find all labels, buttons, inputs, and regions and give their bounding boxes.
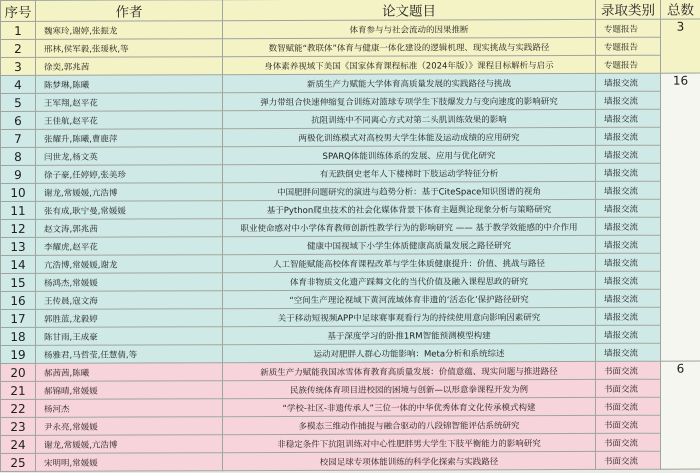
row-authors: 赵文涛,郭兆茜	[36, 219, 223, 238]
row-number: 8	[1, 147, 36, 165]
row-category: 墙报交流	[596, 325, 661, 343]
row-title: 体育非物质文化遗产踩舞文化的当代价值及融入课程思政的研究	[223, 271, 596, 290]
header-total: 总数	[661, 0, 700, 19]
row-number: 23	[1, 417, 36, 435]
row-title: SPARQ体能训练体系的发展、应用与优化研究	[223, 145, 596, 164]
row-title: “学校-社区-非遗传承人”三位一体的中华优秀体育文化传承模式构建	[223, 397, 596, 416]
row-number: 3	[1, 57, 36, 75]
row-number: 25	[1, 453, 36, 471]
row-title: 身体素养视域下美国《国家体育课程标准（2024年版）》课程目标解析与启示	[223, 55, 596, 74]
row-authors: 陈梦琳,陈曦	[36, 75, 223, 94]
row-category: 专题报告	[596, 19, 661, 37]
row-category: 墙报交流	[596, 343, 661, 361]
table-row	[1, 451, 700, 471]
row-number: 9	[1, 165, 36, 183]
row-category: 墙报交流	[596, 199, 661, 217]
row-number: 20	[1, 363, 36, 381]
row-title: 中国肥胖问题研究的演进与趋势分析：基于CiteSpace知识图谱的视角	[223, 181, 596, 200]
row-title: 基于Python爬虫技术的社会化媒体背景下体育主题舆论现象分析与策略研究	[223, 199, 596, 218]
row-category: 墙报交流	[596, 91, 661, 109]
total-report: 3	[661, 19, 700, 73]
row-number: 19	[1, 345, 36, 363]
row-number: 11	[1, 201, 36, 219]
row-category: 墙报交流	[596, 289, 661, 307]
row-category: 墙报交流	[596, 73, 661, 91]
row-authors: 谢龙,常媛媛,亢浩博	[36, 435, 223, 454]
row-authors: 杨雅君,马哲莹,任慧倩,等	[36, 345, 223, 364]
row-title: 关于移动短视频APP中足球赛事观看行为的持续使用意向影响因素研究	[223, 307, 596, 326]
row-number: 12	[1, 219, 36, 237]
row-authors: 郝锦晴,常媛媛	[36, 381, 223, 400]
row-title: 抗阻训练中不同离心方式对第二头肌训练效果的影响	[223, 109, 596, 128]
header-index: 序号	[1, 0, 36, 21]
row-authors: 杨河杰	[36, 399, 223, 418]
row-category: 墙报交流	[596, 235, 661, 253]
row-authors: 张有成,耿宁曼,常媛媛	[36, 201, 223, 220]
row-title: 多模态三维动作捕捉与融合驱动的八段锦智能评估系统研究	[223, 415, 596, 434]
header-category: 录取类别	[596, 0, 661, 19]
row-category: 书面交流	[596, 415, 661, 433]
row-authors: 杨鸿杰,常媛媛	[36, 273, 223, 292]
row-title: 非稳定条件下抗阻训练对中心性肥胖男大学生下肢平衡能力的影响研究	[223, 433, 596, 452]
row-title: 新质生产力赋能我国冰雪体育教育高质量发展：价值意蕴、现实问题与推进路径	[223, 361, 596, 380]
row-authors: 郝茜茜,陈曦	[36, 363, 223, 382]
row-number: 18	[1, 327, 36, 345]
row-authors: 闫世龙,杨文英	[36, 147, 223, 166]
row-title: 民族传统体育项目进校园的困境与创新—以形意拳课程开发为例	[223, 379, 596, 398]
row-number: 17	[1, 309, 36, 327]
row-category: 墙报交流	[596, 307, 661, 325]
row-number: 5	[1, 93, 36, 111]
row-category: 墙报交流	[596, 181, 661, 199]
row-number: 15	[1, 273, 36, 291]
row-title: 职业使命感对中小学体育教师创新性教学行为的影响研究 —— 基于教学效能感的中介作用	[223, 217, 596, 236]
row-authors: 郭胜蓝,龙毅婷	[36, 309, 223, 328]
row-number: 16	[1, 291, 36, 309]
row-category: 专题报告	[596, 37, 661, 55]
row-title: 数智赋能“教联体”体育与健康一体化建设的逻辑机理、现实挑战与实践路径	[223, 37, 596, 56]
row-authors: 亢浩博,常媛媛,谢龙	[36, 255, 223, 274]
row-number: 21	[1, 381, 36, 399]
row-category: 书面交流	[596, 397, 661, 415]
row-authors: 宋明明,常媛媛	[36, 453, 223, 472]
header-title: 论文题目	[223, 0, 596, 21]
header-row	[1, 0, 700, 21]
row-category: 墙报交流	[596, 217, 661, 235]
row-authors: 谢龙,常媛媛,亢浩博	[36, 183, 223, 202]
row-category: 墙报交流	[596, 271, 661, 289]
row-authors: 张耀升,陈曦,曹鹿萍	[36, 129, 223, 148]
row-category: 墙报交流	[596, 253, 661, 271]
row-number: 6	[1, 111, 36, 129]
row-authors: 邢林,侯军毅,张瑗秋,等	[36, 39, 223, 58]
header-author: 作者	[36, 0, 223, 21]
row-category: 墙报交流	[596, 145, 661, 163]
row-category: 墙报交流	[596, 163, 661, 181]
row-number: 4	[1, 75, 36, 93]
row-number: 13	[1, 237, 36, 255]
row-category: 墙报交流	[596, 127, 661, 145]
row-authors: 陈甘雨,王成豪	[36, 327, 223, 346]
row-title: 基于深度学习的卧推1RM智能预测模型构建	[223, 325, 596, 344]
row-category: 墙报交流	[596, 109, 661, 127]
row-title: 两极化训练模式对高校男大学生体能及运动成绩的应用研究	[223, 127, 596, 146]
row-number: 1	[1, 21, 36, 39]
row-title: 健康中国视域下小学生体质健康高质量发展之路径研究	[223, 235, 596, 254]
row-number: 10	[1, 183, 36, 201]
row-title: 有无跌倒史老年人下楼梯时下肢运动学特征分析	[223, 163, 596, 182]
row-title: 新质生产力赋能大学体育高质量发展的实践路径与挑战	[223, 73, 596, 92]
row-number: 14	[1, 255, 36, 273]
row-authors: 徐奕,郭兆茜	[36, 57, 223, 76]
row-authors: 魏寒玲,谢婷,张振龙	[36, 21, 223, 40]
row-title: 运动对肥胖人群心功能影响：Meta分析和系统综述	[223, 343, 596, 362]
row-number: 22	[1, 399, 36, 417]
row-category: 书面交流	[596, 433, 661, 451]
row-title: “空间生产理论视域下黄河流域体育非遗的‘活态化’保护路径研究	[223, 289, 596, 308]
total-written: 6	[661, 361, 700, 469]
row-title: 弹力带组合快速伸缩复合训练对篮球专项学生下肢爆发力与变向速度的影响研究	[223, 91, 596, 110]
row-category: 书面交流	[596, 379, 661, 397]
row-title: 校园足球专项体能训练的科学化探索与实践路径	[223, 451, 596, 470]
row-authors: 徐子豪,任婷婷,张美珍	[36, 165, 223, 184]
row-category: 书面交流	[596, 451, 661, 469]
total-poster: 16	[661, 73, 700, 361]
row-authors: 王佳航,赵平花	[36, 111, 223, 130]
row-authors: 尹永亮,常媛媛	[36, 417, 223, 436]
row-category: 书面交流	[596, 361, 661, 379]
row-number: 24	[1, 435, 36, 453]
row-authors: 王传晨,寇文海	[36, 291, 223, 310]
row-category: 专题报告	[596, 55, 661, 73]
row-number: 7	[1, 129, 36, 147]
row-authors: 王军翔,赵平花	[36, 93, 223, 112]
row-title: 人工智能赋能高校体育课程改革与学生体质健康提升：价值、挑战与路径	[223, 253, 596, 272]
row-authors: 李耀虎,赵平花	[36, 237, 223, 256]
row-title: 体育参与与社会流动的因果推断	[223, 19, 596, 38]
row-number: 2	[1, 39, 36, 57]
